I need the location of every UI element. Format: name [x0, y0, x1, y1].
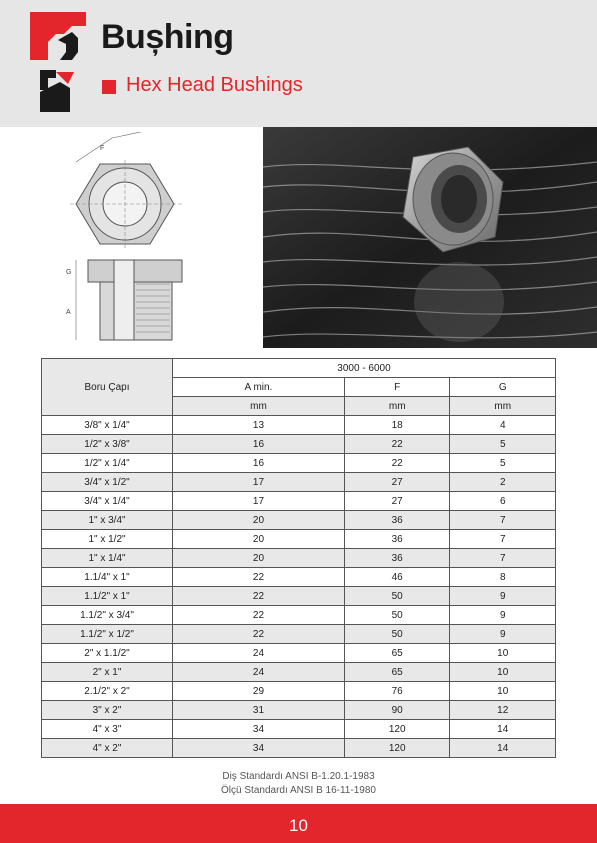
table-cell: 17 — [173, 473, 345, 492]
table-cell: 1" x 1/2" — [42, 530, 173, 549]
table-cell: 76 — [344, 682, 450, 701]
table-cell: 120 — [344, 720, 450, 739]
table-cell: 1" x 1/4" — [42, 549, 173, 568]
table-row — [42, 720, 556, 739]
table-row — [42, 587, 556, 606]
table-cell: 50 — [344, 587, 450, 606]
unit-f: mm — [344, 397, 450, 416]
table-body — [42, 416, 556, 758]
table-cell: 1" x 3/4" — [42, 511, 173, 530]
table-cell: 7 — [450, 549, 556, 568]
table-cell: 34 — [173, 720, 345, 739]
column-header-g: G — [450, 378, 556, 397]
table-cell: 22 — [173, 625, 345, 644]
table-row — [42, 473, 556, 492]
table-cell: 22 — [173, 606, 345, 625]
table-cell: 8 — [450, 568, 556, 587]
table-cell: 10 — [450, 644, 556, 663]
table-cell: 22 — [344, 454, 450, 473]
table-cell: 18 — [344, 416, 450, 435]
dimension-a-label: A — [66, 309, 71, 316]
table-cell: 2" x 1" — [42, 663, 173, 682]
table-row — [42, 644, 556, 663]
table-cell: 20 — [173, 549, 345, 568]
table-cell: 65 — [344, 644, 450, 663]
standards-note — [0, 770, 597, 798]
product-photo — [263, 127, 597, 348]
table-row — [42, 435, 556, 454]
table-cell: 9 — [450, 625, 556, 644]
table-cell: 3/4" x 1/4" — [42, 492, 173, 511]
table-cell: 14 — [450, 720, 556, 739]
page-subtitle: Hex Head Bushings — [126, 74, 303, 96]
table-cell: 9 — [450, 587, 556, 606]
table-row — [42, 682, 556, 701]
table-cell: 7 — [450, 530, 556, 549]
table-cell: 90 — [344, 701, 450, 720]
table-row — [42, 511, 556, 530]
table-row — [42, 568, 556, 587]
thread-standard: Diş Standardı ANSI B-1.20.1-1983 — [222, 771, 375, 782]
table-cell: 27 — [344, 492, 450, 511]
table-row — [42, 549, 556, 568]
unit-a: mm — [173, 397, 345, 416]
page-title: Bușhing — [101, 18, 234, 56]
table-cell: 4" x 3" — [42, 720, 173, 739]
table-cell: 24 — [173, 663, 345, 682]
table-cell: 36 — [344, 549, 450, 568]
table-cell: 50 — [344, 606, 450, 625]
column-header-boru: Boru Çapı — [42, 359, 173, 416]
table-cell: 9 — [450, 606, 556, 625]
page-footer — [0, 804, 597, 843]
table-cell: 3" x 2" — [42, 701, 173, 720]
brand-logo — [26, 12, 90, 112]
table-cell: 13 — [173, 416, 345, 435]
table-cell: 2.1/2" x 2" — [42, 682, 173, 701]
table-cell: 3/8" x 1/4" — [42, 416, 173, 435]
table-cell: 7 — [450, 511, 556, 530]
page-number: 10 — [289, 816, 308, 835]
table-cell: 36 — [344, 511, 450, 530]
table-cell: 4" x 2" — [42, 739, 173, 758]
dimensions-table — [41, 358, 556, 758]
table-row — [42, 663, 556, 682]
table-cell: 12 — [450, 701, 556, 720]
table-cell: 1.1/2" x 1/2" — [42, 625, 173, 644]
table-cell: 1/2" x 3/8" — [42, 435, 173, 454]
table-row — [42, 739, 556, 758]
table-row — [42, 530, 556, 549]
table-cell: 1.1/2" x 1" — [42, 587, 173, 606]
column-header-a: A min. — [173, 378, 345, 397]
table-cell: 24 — [173, 644, 345, 663]
table-cell: 36 — [344, 530, 450, 549]
table-row — [42, 625, 556, 644]
table-cell: 14 — [450, 739, 556, 758]
dimension-f-label: F — [100, 145, 105, 152]
dimension-standard: Ölçü Standardı ANSI B 16-11-1980 — [221, 785, 376, 796]
table-cell: 16 — [173, 454, 345, 473]
table-cell: 4 — [450, 416, 556, 435]
table-cell: 2" x 1.1/2" — [42, 644, 173, 663]
table-cell: 6 — [450, 492, 556, 511]
table-row — [42, 454, 556, 473]
table-cell: 1.1/4" x 1" — [42, 568, 173, 587]
unit-g: mm — [450, 397, 556, 416]
table-cell: 2 — [450, 473, 556, 492]
table-cell: 20 — [173, 511, 345, 530]
table-cell: 22 — [173, 568, 345, 587]
table-row — [42, 416, 556, 435]
table-cell: 22 — [173, 587, 345, 606]
table-cell: 31 — [173, 701, 345, 720]
table-cell: 29 — [173, 682, 345, 701]
page-header — [0, 0, 597, 127]
table-row — [42, 492, 556, 511]
dimension-g-label: G — [66, 269, 72, 276]
table-cell: 1/2" x 1/4" — [42, 454, 173, 473]
table-cell: 10 — [450, 682, 556, 701]
column-header-f: F — [344, 378, 450, 397]
table-cell: 1.1/2" x 3/4" — [42, 606, 173, 625]
table-cell: 34 — [173, 739, 345, 758]
table-cell: 5 — [450, 435, 556, 454]
table-cell: 20 — [173, 530, 345, 549]
table-cell: 16 — [173, 435, 345, 454]
table-cell: 46 — [344, 568, 450, 587]
table-cell: 3/4" x 1/2" — [42, 473, 173, 492]
technical-drawing — [60, 132, 210, 342]
table-cell: 22 — [344, 435, 450, 454]
subtitle-marker — [102, 80, 116, 94]
table-row — [42, 701, 556, 720]
table-cell: 10 — [450, 663, 556, 682]
table-cell: 17 — [173, 492, 345, 511]
table-cell: 120 — [344, 739, 450, 758]
table-row — [42, 606, 556, 625]
table-cell: 50 — [344, 625, 450, 644]
table-cell: 27 — [344, 473, 450, 492]
table-cell: 65 — [344, 663, 450, 682]
group-header: 3000 - 6000 — [173, 359, 556, 378]
table-cell: 5 — [450, 454, 556, 473]
